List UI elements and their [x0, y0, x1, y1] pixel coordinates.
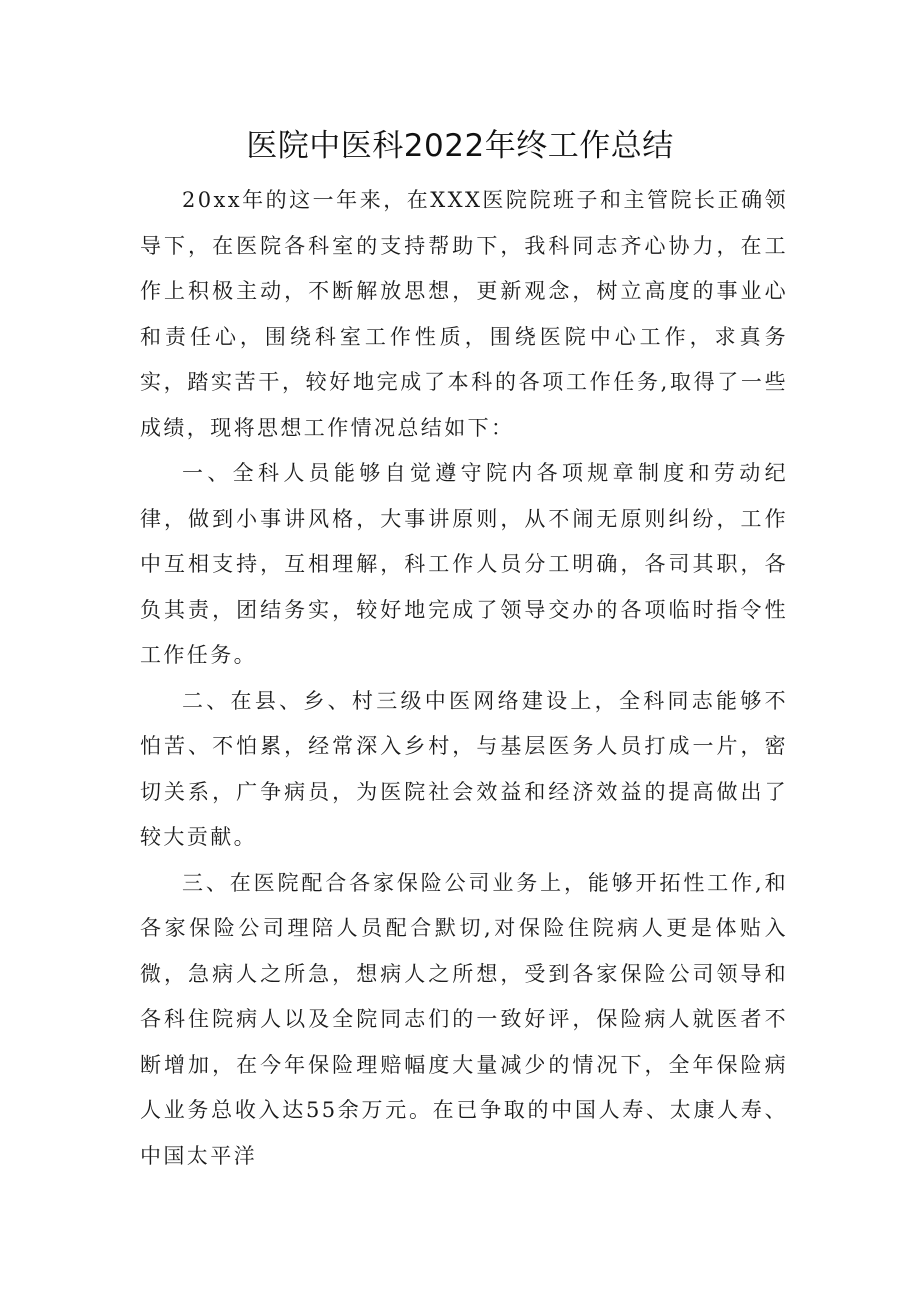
paragraph-section-2: 二、在县、乡、村三级中医网络建设上，全科同志能够不怕苦、不怕累，经常深入乡村，与基层医务人员打成一片，密切关系，广争病员，为医院社会效益和经济效益的提高做出了较大贡献。 [140, 688, 788, 849]
paragraph-intro: 20xx年的这一年来，在XXX医院院班子和主管院长正确领导下，在医院各科室的支持帮助下，我科同志齐心协力，在工作上积极主动，不断解放思想，更新观念，树立高度的事业心和责任心，围绕科室工作性质，围绕医院中心工作，求真务实，踏实苦干，较好地完成了本科的各项工作任务,取得了一些成绩，现将思想工作情况总结如下： [140, 188, 788, 440]
paragraph-section-3: 三、在医院配合各家保险公司业务上，能够开拓性工作,和各家保险公司理陪人员配合默切,对保险住院病人更是体贴入微，急病人之所急，想病人之所想，受到各家保险公司领导和各科住院病人以及全院同志们的一致好评，保险病人就医者不断增加，在今年保险理赔幅度大量减少的情况下，全年保险病人业务总收入达55余万元。在已争取的中国人寿、太康人寿、中国太平洋 [140, 870, 788, 1168]
document-body [140, 178, 788, 1179]
paragraph-section-1: 一、全科人员能够自觉遵守院内各项规章制度和劳动纪律，做到小事讲风格，大事讲原则，从不闹无原则纠纷，工作中互相支持，互相理解，科工作人员分工明确，各司其职，各负其责，团结务实，较好地完成了领导交办的各项临时指令性工作任务。 [140, 461, 788, 667]
document-title: 医院中医科2022年终工作总结 [246, 128, 674, 164]
